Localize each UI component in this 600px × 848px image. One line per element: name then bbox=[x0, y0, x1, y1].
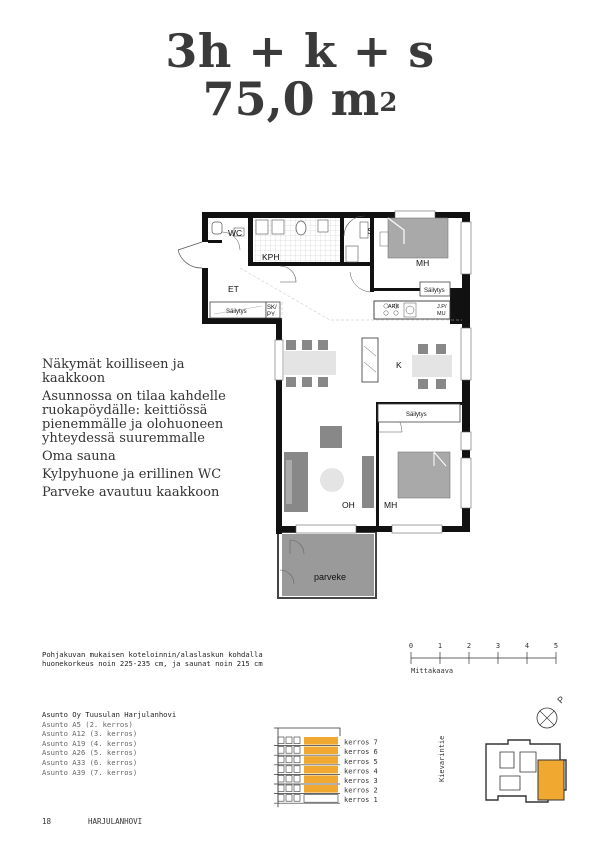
feature-item: Parveke avautuu kaakkoon bbox=[42, 485, 220, 500]
site-highlight bbox=[538, 760, 564, 800]
scale-tick: 1 bbox=[437, 642, 443, 650]
note-line: Pohjakuvan mukaisen koteloinnin/alaslaskun kohdalla bbox=[42, 650, 263, 659]
room-label-parveke: parveke bbox=[314, 572, 347, 582]
feature-item: Oma sauna bbox=[42, 449, 116, 464]
company-name: Asunto Oy Tuusulan Harjulanhovi bbox=[42, 710, 177, 719]
apartment-item: Asunto A5 (2. kerros) bbox=[42, 719, 133, 729]
storage-label-2: Säilytys bbox=[424, 288, 445, 294]
storage-label-skpy: SK/ bbox=[267, 305, 277, 311]
apartment-area-title: 75,0 $m^2$ bbox=[202, 72, 398, 126]
feature-item: Asunnossa on tilaa kahdelle ruokapöydälle: keittiössä pienemmälle ja olohuoneen yhteydessä suuremmalle bbox=[42, 389, 226, 446]
street-label: Kievarintie bbox=[438, 735, 446, 782]
ark-label: ARK bbox=[388, 304, 400, 310]
apartment-item: Asunto A12 (3. kerros) bbox=[42, 729, 138, 739]
compass-icon bbox=[537, 708, 557, 728]
apartment-item: Asunto A26 (5. kerros) bbox=[42, 748, 138, 758]
room-label-k: K bbox=[396, 360, 402, 370]
scale-tick: 4 bbox=[524, 642, 530, 650]
room-label-oh: OH bbox=[342, 500, 355, 510]
note-line: huonekorkeus noin 225-235 cm, ja saunat noin 215 cm bbox=[42, 659, 263, 668]
feature-item: Näkymät koilliseen ja kaakkoon bbox=[42, 357, 185, 386]
floor-label: kerros 1 bbox=[344, 796, 378, 805]
jpmu-label-2: MU bbox=[437, 311, 446, 317]
storage-label-1: Säilytys bbox=[226, 309, 247, 315]
footer-title: HARJULANHOVI bbox=[88, 817, 143, 826]
room-label-kph: KPH bbox=[262, 252, 280, 262]
room-label-mh1: MH bbox=[416, 258, 430, 268]
room-label-mh2: MH bbox=[384, 500, 398, 510]
storage-label-skpy-2: PY bbox=[267, 312, 276, 318]
apartment-item: Asunto A39 (7. kerros) bbox=[42, 767, 138, 777]
apartment-item: Asunto A19 (4. kerros) bbox=[42, 738, 138, 748]
scale-tick: 3 bbox=[495, 642, 501, 650]
floor-label: kerros 7 bbox=[344, 738, 378, 747]
room-label-et: ET bbox=[228, 284, 239, 294]
storage-label-3: Säilytys bbox=[406, 412, 427, 418]
room-label-s: S bbox=[367, 226, 373, 236]
apartment-item: Asunto A33 (6. kerros) bbox=[42, 757, 138, 767]
compass-north-label: P bbox=[555, 694, 567, 706]
apartment-type-title: 3h + k + s bbox=[165, 24, 435, 78]
scale-label: Mittakaava bbox=[411, 667, 454, 675]
floor-label: kerros 4 bbox=[344, 767, 378, 776]
feature-item: Kylpyhuone ja erillinen WC bbox=[42, 467, 222, 482]
floor-label: kerros 2 bbox=[344, 786, 378, 795]
floor-label: kerros 3 bbox=[344, 777, 378, 785]
floor-label: kerros 6 bbox=[344, 748, 378, 757]
scale-tick: 5 bbox=[553, 642, 559, 650]
scale-tick: 2 bbox=[466, 642, 472, 650]
room-label-wc: WC bbox=[228, 228, 243, 238]
jpmu-label: J.P/ bbox=[437, 304, 447, 310]
page-number: 18 bbox=[42, 817, 52, 826]
floor-label: kerros 5 bbox=[344, 757, 378, 766]
scale-tick: 0 bbox=[408, 642, 414, 650]
